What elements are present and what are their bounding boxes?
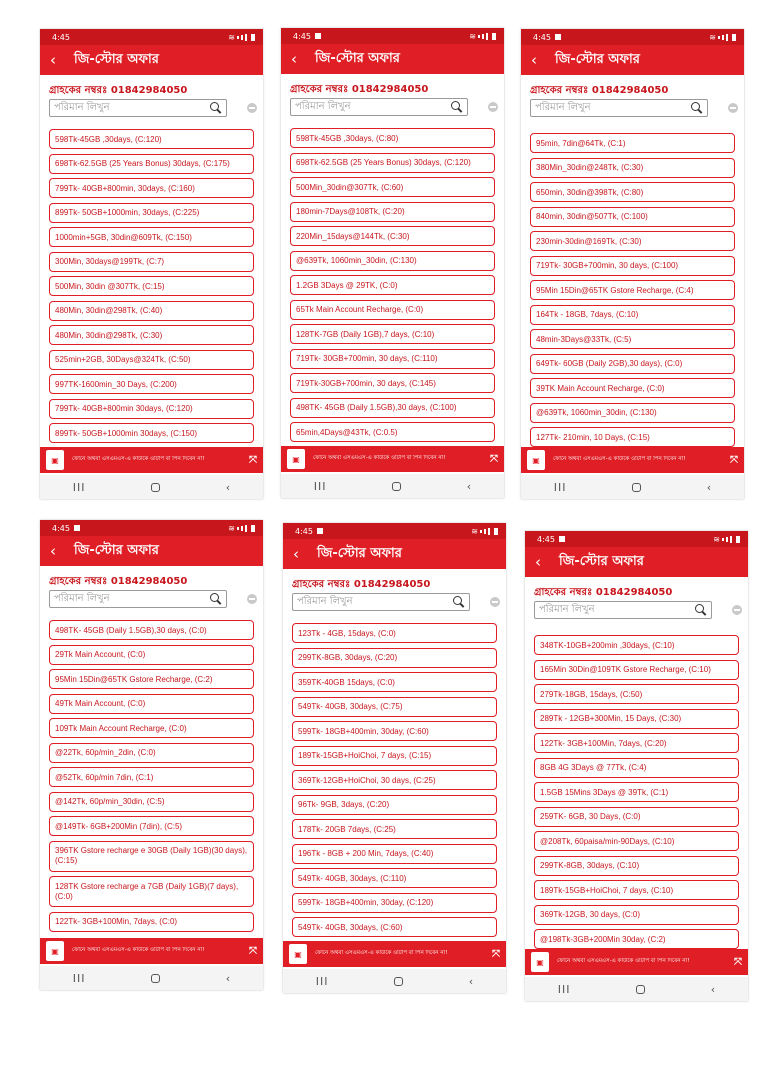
offer-item[interactable]: 220Min_15days@144Tk, (C:30) — [290, 226, 495, 246]
signal-icon: ≋ — [709, 33, 736, 42]
offer-item[interactable]: 164Tk - 18GB, 7days, (C:10) — [530, 305, 735, 325]
offer-item[interactable]: 480Min, 30din@298Tk, (C:30) — [49, 325, 254, 345]
offer-item[interactable]: 598Tk-45GB ,30days, (C:120) — [49, 129, 254, 149]
status-time: 4:45 — [533, 32, 551, 42]
back-arrow-icon[interactable]: ‹ — [293, 544, 299, 563]
offer-item[interactable]: 289Tk - 12GB+300Min, 15 Days, (C:30) — [534, 709, 739, 729]
offer-list — [40, 119, 263, 443]
search-icon[interactable] — [210, 593, 222, 605]
offer-item[interactable]: 299TK-8GB, 30days, (C:10) — [534, 856, 739, 876]
home-icon[interactable] — [632, 483, 641, 492]
search-icon[interactable] — [210, 102, 222, 114]
banner-text: ফোনে অথবা এসএমএস-এ কাউকে ওটিপি বা পিন দিবেন না! — [313, 455, 446, 461]
page-title: জি-স্টোর অফার — [559, 553, 644, 569]
offer-item[interactable]: @208Tk, 60paisa/min-90Days, (C:10) — [534, 831, 739, 851]
offer-list — [40, 610, 263, 932]
app-bar — [40, 45, 263, 75]
offer-item[interactable]: 1000min+5GB, 30din@609Tk, (C:150) — [49, 227, 254, 247]
clear-icon[interactable] — [247, 103, 257, 113]
offer-item[interactable]: 48min-3Days@33Tk, (C:5) — [530, 329, 735, 349]
search-icon[interactable] — [453, 596, 465, 608]
expand-icon[interactable]: ⤧ — [492, 948, 500, 960]
nav-bar — [281, 474, 504, 498]
offer-list — [283, 613, 506, 937]
phone-screen-3 — [521, 29, 744, 499]
home-icon[interactable] — [392, 482, 401, 491]
offer-item[interactable]: @22Tk, 60p/min_2din, (C:0) — [49, 743, 254, 763]
nav-back-icon[interactable]: ‹ — [225, 971, 231, 985]
offer-item[interactable]: 799Tk- 40GB+800min, 30days, (C:160) — [49, 178, 254, 198]
nav-bar — [525, 977, 748, 1001]
back-arrow-icon[interactable]: ‹ — [50, 541, 56, 560]
offer-item[interactable]: 127Tk- 210min, 10 Days, (C:15) — [530, 427, 735, 447]
page-title: জি-স্টোর অফার — [74, 51, 159, 67]
back-arrow-icon[interactable]: ‹ — [291, 49, 297, 68]
offer-item[interactable]: 799Tk- 40GB+800min 30days, (C:120) — [49, 399, 254, 419]
nav-back-icon[interactable]: ‹ — [225, 480, 231, 494]
offer-item[interactable]: 95Min 15Din@65TK Gstore Recharge, (C:2) — [49, 669, 254, 689]
status-bar — [281, 28, 504, 44]
offer-item[interactable]: 165Min 30Din@109TK Gstore Recharge, (C:10) — [534, 660, 739, 680]
gstore-logo: ▣ — [46, 941, 64, 961]
offer-item[interactable]: 549Tk- 40GB, 30days, (C:75) — [292, 697, 497, 717]
offer-item[interactable]: 1.5GB 15Mins 3Days @ 39Tk, (C:1) — [534, 782, 739, 802]
app-bar — [521, 45, 744, 75]
offer-item[interactable]: 128TK-7GB (Daily 1GB),7 days, (C:10) — [290, 324, 495, 344]
status-time: 4:45 — [537, 534, 555, 544]
offer-item[interactable]: 698Tk-62.5GB (25 Years Bonus) 30days, (C:120) — [290, 153, 495, 173]
gstore-logo: ▣ — [527, 450, 545, 470]
offer-item[interactable]: 1.2GB 3Days @ 29TK, (C:0) — [290, 275, 495, 295]
gstore-logo: ▣ — [289, 944, 307, 964]
page-title: জি-স্টোর অফার — [315, 50, 400, 66]
recent-apps-icon[interactable]: III — [313, 479, 327, 493]
offer-item[interactable]: 95Min 15Din@65TK Gstore Recharge, (C:4) — [530, 280, 735, 300]
banner-text: ফোনে অথবা এসএমএস-এ কাউকে ওটিপি বা পিন দিবেন না! — [557, 958, 690, 964]
app-bar — [281, 44, 504, 74]
app-bar — [40, 536, 263, 566]
customer-number: গ্রাহকের নম্বরঃ 01842984050 — [292, 579, 431, 590]
phone-screen-2 — [281, 28, 504, 498]
banner-text: ফোনে অথবা এসএমএস-এ কাউকে ওটিপি বা পিন দিবেন না! — [315, 950, 448, 956]
back-arrow-icon[interactable]: ‹ — [531, 50, 537, 69]
offer-list — [281, 118, 504, 442]
offer-item[interactable]: 189Tk-15GB+HoiChoi, 7 days, (C:15) — [292, 746, 497, 766]
offer-item[interactable]: 498TK- 45GB (Daily 1.5GB),30 days, (C:0) — [49, 620, 254, 640]
offer-item[interactable]: 719Tk-30GB+700min, 30 days, (C:145) — [290, 373, 495, 393]
offer-item[interactable]: 96Tk- 9GB, 3days, (C:20) — [292, 795, 497, 815]
recent-apps-icon[interactable]: III — [557, 982, 571, 996]
search-placeholder: পরিমান লিখুন — [54, 592, 110, 604]
offer-item[interactable]: 549Tk- 40GB, 30days, (C:60) — [292, 917, 497, 937]
phone-screen-5 — [283, 523, 506, 993]
nav-back-icon[interactable]: ‹ — [710, 982, 716, 996]
warning-banner[interactable] — [521, 447, 744, 473]
offer-item[interactable]: 122Tk- 3GB+100Min, 7days, (C:0) — [49, 912, 254, 932]
clear-icon[interactable] — [728, 103, 738, 113]
search-input[interactable] — [49, 99, 227, 117]
search-icon[interactable] — [451, 101, 463, 113]
offer-item[interactable]: 300Min, 30days@199Tk, (C:7) — [49, 252, 254, 272]
phone-screen-1 — [40, 29, 263, 499]
status-time: 4:45 — [52, 523, 70, 533]
offer-list — [525, 621, 748, 949]
offer-list — [521, 119, 744, 447]
status-time: 4:45 — [295, 526, 313, 536]
clear-icon[interactable] — [490, 597, 500, 607]
offer-item[interactable]: 65min,4Days@43Tk, (C:0.5) — [290, 422, 495, 442]
customer-number: গ্রাহকের নম্বরঃ 01842984050 — [49, 576, 188, 587]
nav-back-icon[interactable]: ‹ — [706, 480, 712, 494]
signal-icon: ≋ — [469, 32, 496, 41]
customer-number: গ্রাহকের নম্বরঃ 01842984050 — [530, 85, 669, 96]
home-icon[interactable] — [394, 977, 403, 986]
offer-item[interactable]: 840min, 30din@507Tk, (C:100) — [530, 207, 735, 227]
offer-item[interactable]: @149Tk- 6GB+200Min (7din), (C:5) — [49, 816, 254, 836]
offer-item[interactable]: 189Tk-15GB+HoiChoi, 7 days, (C:10) — [534, 880, 739, 900]
status-bar — [525, 531, 748, 547]
offer-item[interactable]: 698Tk-62.5GB (25 Years Bonus) 30days, (C:175) — [49, 154, 254, 174]
offer-item[interactable]: 598Tk-45GB ,30days, (C:80) — [290, 128, 495, 148]
home-icon[interactable] — [151, 483, 160, 492]
offer-item[interactable]: 230min-30din@169Tk, (C:30) — [530, 231, 735, 251]
back-arrow-icon[interactable]: ‹ — [535, 552, 541, 571]
offer-item[interactable]: 196Tk - 8GB + 200 Min, 7days, (C:40) — [292, 844, 497, 864]
back-arrow-icon[interactable]: ‹ — [50, 50, 56, 69]
warning-banner[interactable] — [525, 949, 748, 975]
recent-apps-icon[interactable]: III — [315, 974, 329, 988]
status-time: 4:45 — [293, 31, 311, 41]
search-placeholder: পরিমান লিখুন — [54, 101, 110, 113]
search-icon[interactable] — [691, 102, 703, 114]
offer-item[interactable]: 500Min, 30din @307Tk, (C:15) — [49, 276, 254, 296]
warning-banner[interactable] — [281, 446, 504, 472]
clear-icon[interactable] — [247, 594, 257, 604]
gstore-logo: ▣ — [531, 952, 549, 972]
gstore-logo: ▣ — [287, 449, 305, 469]
offer-item[interactable]: 500Min_30din@307Tk, (C:60) — [290, 177, 495, 197]
offer-item[interactable]: 49Tk Main Account, (C:0) — [49, 694, 254, 714]
expand-icon[interactable]: ⤧ — [249, 945, 257, 957]
offer-item[interactable]: 8GB 4G 3Days @ 77Tk, (C:4) — [534, 758, 739, 778]
nav-back-icon[interactable]: ‹ — [466, 479, 472, 493]
page-title: জি-স্টোর অফার — [555, 51, 640, 67]
status-bar — [283, 523, 506, 539]
offer-item[interactable]: 719Tk- 30GB+700min, 30 days, (C:110) — [290, 349, 495, 369]
offer-item[interactable]: 369Tk-12GB+HoiChoi, 30 days, (C:25) — [292, 770, 497, 790]
offer-item[interactable]: 259TK- 6GB, 30 Days, (C:0) — [534, 807, 739, 827]
warning-banner[interactable] — [40, 938, 263, 964]
signal-icon: ≋ — [713, 535, 740, 544]
search-placeholder: পরিমান লিখুন — [295, 100, 351, 112]
search-input[interactable] — [530, 99, 708, 117]
app-bar — [525, 547, 748, 577]
offer-item[interactable]: 359TK-40GB 15days, (C:0) — [292, 672, 497, 692]
offer-item[interactable]: 128TK Gstore recharge a 7GB (Daily 1GB)(7 days), (C:0) — [49, 876, 254, 907]
expand-icon[interactable]: ⤧ — [734, 956, 742, 968]
warning-banner[interactable] — [283, 941, 506, 967]
banner-text: ফোনে অথবা এসএমএস-এ কাউকে ওটিপি বা পিন দিবেন না! — [72, 947, 205, 953]
offer-item[interactable]: 178Tk- 20GB 7days, (C:25) — [292, 819, 497, 839]
status-bar — [521, 29, 744, 45]
expand-icon[interactable]: ⤧ — [490, 453, 498, 465]
search-input[interactable] — [290, 98, 468, 116]
offer-item[interactable]: 180min-7Days@108Tk, (C:20) — [290, 202, 495, 222]
page-title: জি-স্টোর অফার — [317, 545, 402, 561]
home-icon[interactable] — [151, 974, 160, 983]
offer-item[interactable]: 380Min_30din@248Tk, (C:30) — [530, 158, 735, 178]
status-time: 4:45 — [52, 32, 70, 42]
recent-apps-icon[interactable]: III — [553, 480, 567, 494]
offer-item[interactable]: 650min, 30din@398Tk, (C:80) — [530, 182, 735, 202]
clear-icon[interactable] — [732, 605, 742, 615]
search-placeholder: পরিমান লিখুন — [297, 595, 353, 607]
nav-bar — [283, 969, 506, 993]
offer-item[interactable]: @198Tk-3GB+200Min 30day, (C:2) — [534, 929, 739, 949]
nav-bar — [40, 475, 263, 499]
home-icon[interactable] — [636, 985, 645, 994]
signal-icon: ≋ — [471, 527, 498, 536]
offer-item[interactable]: 719Tk- 30GB+700min, 30 days, (C:100) — [530, 256, 735, 276]
expand-icon[interactable]: ⤧ — [249, 454, 257, 466]
offer-item[interactable]: 599Tk- 18GB+400min, 30day, (C:120) — [292, 893, 497, 913]
offer-item[interactable]: 123Tk - 4GB, 15days, (C:0) — [292, 623, 497, 643]
customer-number: গ্রাহকের নম্বরঃ 01842984050 — [49, 85, 188, 96]
offer-item[interactable]: 498TK- 45GB (Daily 1.5GB),30 days, (C:100) — [290, 398, 495, 418]
warning-banner[interactable] — [40, 447, 263, 473]
offer-item[interactable]: @52Tk, 60p/min 7din, (C:1) — [49, 767, 254, 787]
app-bar — [283, 539, 506, 569]
offer-item[interactable]: 649Tk- 60GB (Daily 2GB),30 days), (C:0) — [530, 354, 735, 374]
expand-icon[interactable]: ⤧ — [730, 454, 738, 466]
page-title: জি-স্টোর অফার — [74, 542, 159, 558]
signal-icon: ≋ — [228, 524, 255, 533]
search-input[interactable] — [292, 593, 470, 611]
nav-back-icon[interactable]: ‹ — [468, 974, 474, 988]
status-bar — [40, 520, 263, 536]
phone-screen-4 — [40, 520, 263, 990]
status-bar — [40, 29, 263, 45]
offer-item[interactable]: 122Tk- 3GB+100Min, 7days, (C:20) — [534, 733, 739, 753]
offer-item[interactable]: 899Tk- 50GB+1000min, 30days, (C:225) — [49, 203, 254, 223]
recent-apps-icon[interactable]: III — [72, 971, 86, 985]
offer-item[interactable]: 65Tk Main Account Recharge, (C:0) — [290, 300, 495, 320]
recent-apps-icon[interactable]: III — [72, 480, 86, 494]
search-input[interactable] — [534, 601, 712, 619]
customer-number: গ্রাহকের নম্বরঃ 01842984050 — [290, 84, 429, 95]
offer-item[interactable]: 599Tk- 18GB+400min, 30day, (C:60) — [292, 721, 497, 741]
offer-item[interactable]: 95min, 7din@64Tk, (C:1) — [530, 133, 735, 153]
offer-item[interactable]: 525min+2GB, 30Days@324Tk, (C:50) — [49, 350, 254, 370]
nav-bar — [521, 475, 744, 499]
offer-item[interactable]: 348TK-10GB+200min ,30days, (C:10) — [534, 635, 739, 655]
search-input[interactable] — [49, 590, 227, 608]
offer-item[interactable]: 899Tk- 50GB+1000min 30days, (C:150) — [49, 423, 254, 443]
phone-screen-6 — [525, 531, 748, 1001]
customer-number: গ্রাহকের নম্বরঃ 01842984050 — [534, 587, 673, 598]
search-icon[interactable] — [695, 604, 707, 616]
search-placeholder: পরিমান লিখুন — [539, 603, 595, 615]
offer-item[interactable]: 396TK Gstore recharge e 30GB (Daily 1GB)(30 days), (C:15) — [49, 841, 254, 872]
offer-item[interactable]: 279Tk-18GB, 15days, (C:50) — [534, 684, 739, 704]
offer-item[interactable]: 369Tk-12GB, 30 days, (C:0) — [534, 905, 739, 925]
offer-item[interactable]: 29Tk Main Account, (C:0) — [49, 645, 254, 665]
offer-item[interactable]: @142Tk, 60p/min_30din, (C:5) — [49, 792, 254, 812]
nav-bar — [40, 966, 263, 990]
offer-item[interactable]: 480Min, 30din@298Tk, (C:40) — [49, 301, 254, 321]
banner-text: ফোনে অথবা এসএমএস-এ কাউকে ওটিপি বা পিন দিবেন না! — [553, 456, 686, 462]
banner-text: ফোনে অথবা এসএমএস-এ কাউকে ওটিপি বা পিন দিবেন না! — [72, 456, 205, 462]
search-placeholder: পরিমান লিখুন — [535, 101, 591, 113]
offer-item[interactable]: 39TK Main Account Recharge, (C:0) — [530, 378, 735, 398]
offer-item[interactable]: 109Tk Main Account Recharge, (C:0) — [49, 718, 254, 738]
offer-item[interactable]: 299TK-8GB, 30days, (C:20) — [292, 648, 497, 668]
clear-icon[interactable] — [488, 102, 498, 112]
offer-item[interactable]: @639Tk, 1060min_30din, (C:130) — [530, 403, 735, 423]
offer-item[interactable]: 549Tk- 40GB, 30days, (C:110) — [292, 868, 497, 888]
offer-item[interactable]: 997TK-1600min_30 Days, (C:200) — [49, 374, 254, 394]
gstore-logo: ▣ — [46, 450, 64, 470]
signal-icon: ≋ — [228, 33, 255, 42]
offer-item[interactable]: @639Tk, 1060min_30din, (C:130) — [290, 251, 495, 271]
